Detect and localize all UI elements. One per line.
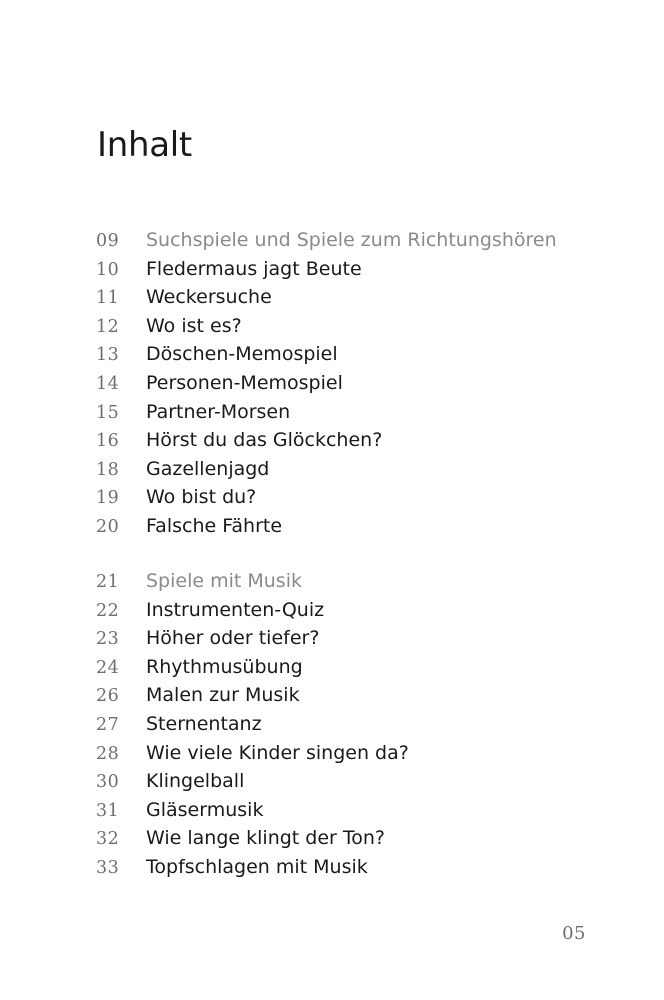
toc-page-number: 20 [96,516,120,537]
toc-page-number: 14 [96,373,120,394]
toc-entry[interactable] [96,624,616,653]
toc-entry[interactable] [96,369,616,398]
toc-heading-label: Spiele mit Musik [146,570,302,592]
toc-entry[interactable] [96,853,616,882]
toc-section-heading[interactable] [96,567,616,596]
toc-entry-label: Döschen-Memospiel [146,343,338,366]
toc-entry-label: Höher oder tiefer? [146,627,320,650]
toc-entry-label: Falsche Fährte [146,514,283,537]
toc-entry[interactable] [96,739,616,768]
toc-entry-label: Gazellenjagd [146,457,270,480]
toc-entry[interactable] [96,255,616,284]
toc-entry[interactable] [96,312,616,341]
toc-entry-label: Wo bist du? [146,486,257,509]
toc-entry-label: Topfschlagen mit Musik [146,855,368,878]
toc-entry[interactable] [96,767,616,796]
toc-entry-label: Gläsermusik [146,798,264,821]
toc-entry[interactable] [96,426,616,455]
toc-page-number: 23 [96,629,120,650]
toc-entry[interactable] [96,283,616,312]
toc-page-number: 33 [96,857,120,878]
toc-entry-label: Sternentanz [146,712,262,735]
toc-entry-label: Personen-Memospiel [146,371,343,394]
toc-page-number: 32 [96,829,120,850]
toc-page-number: 27 [96,714,120,735]
toc-page-number: 16 [96,431,120,452]
toc-page-number: 30 [96,772,120,793]
toc-entry[interactable] [96,340,616,369]
toc-entry[interactable] [96,398,616,427]
toc-entry-label: Rhythmusübung [146,655,303,678]
toc-entry-label: Wie viele Kinder singen da? [146,741,409,764]
toc-page-number: 15 [96,402,120,423]
toc-entry-label: Weckersuche [146,286,272,309]
toc-entry[interactable] [96,512,616,541]
toc-page-number: 10 [96,259,120,280]
toc-entry-label: Klingelball [146,770,245,793]
toc-section-heading[interactable] [96,226,616,255]
toc-page-number: 19 [96,488,120,509]
toc-page-number: 09 [96,231,120,251]
toc-page-number: 28 [96,743,120,764]
toc-page-number: 21 [96,572,120,592]
toc-entry[interactable] [96,596,616,625]
toc-entry-label: Instrumenten-Quiz [146,598,325,621]
page-number: 05 [562,923,586,944]
toc-entry[interactable] [96,824,616,853]
toc-entry[interactable] [96,681,616,710]
toc-entry-label: Wie lange klingt der Ton? [146,827,386,850]
toc-heading-label: Suchspiele und Spiele zum Richtungshören [146,229,557,251]
toc-section-richtungshoeren [96,226,616,541]
toc-entry-label: Fledermaus jagt Beute [146,257,362,280]
toc-entry[interactable] [96,455,616,484]
toc-page-number: 24 [96,657,120,678]
page-title: Inhalt [97,125,192,165]
toc-page-number: 13 [96,345,120,366]
toc-entry-label: Partner-Morsen [146,400,291,423]
toc-page-number: 18 [96,459,120,480]
toc-section-musik [96,567,616,882]
toc-page-number: 22 [96,600,120,621]
toc-page-number: 11 [96,288,120,309]
toc-entry-label: Hörst du das Glöckchen? [146,429,383,452]
toc-entry[interactable] [96,710,616,739]
toc-entry-label: Malen zur Musik [146,684,300,707]
toc-entry[interactable] [96,653,616,682]
toc-entry-label: Wo ist es? [146,314,242,337]
toc-entry[interactable] [96,483,616,512]
toc-page-number: 12 [96,316,120,337]
toc-page-number: 31 [96,800,120,821]
toc-entry[interactable] [96,796,616,825]
toc-page-number: 26 [96,686,120,707]
